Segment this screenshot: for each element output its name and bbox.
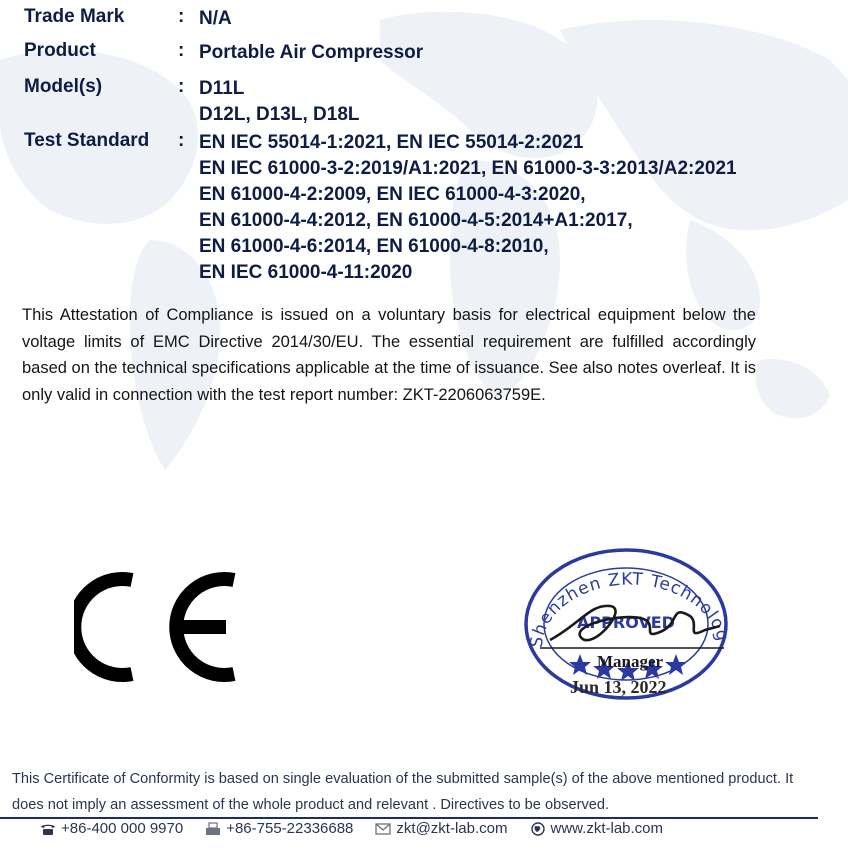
fax-icon (205, 822, 221, 836)
field-colon: : (178, 130, 185, 151)
field-value: EN 61000-4-6:2014, EN 61000-4-8:2010, (199, 236, 549, 257)
website-link[interactable]: www.zkt-lab.com (550, 820, 664, 837)
field-colon: : (178, 6, 185, 27)
field-value: EN 61000-4-2:2009, EN IEC 61000-4-3:2020, (199, 184, 586, 205)
field-value: EN IEC 55014-1:2021, EN IEC 55014-2:2021 (199, 132, 584, 153)
contact-phone (40, 820, 183, 837)
email-address[interactable]: zkt@zkt-lab.com (396, 820, 508, 837)
field-label: Model(s) (24, 76, 103, 97)
contact-bar (40, 820, 663, 837)
field-trade-mark (24, 6, 232, 32)
footer-divider (0, 817, 818, 819)
field-value: D12L, D13L, D18L (199, 104, 360, 125)
fax-number: +86-755-22336688 (226, 820, 354, 837)
ce-mark (74, 566, 246, 688)
field-value: D11L (199, 78, 245, 99)
field-models (24, 76, 360, 128)
signatory-title: Manager (597, 652, 664, 671)
phone-number: +86-400 000 9970 (61, 820, 184, 837)
field-label: Product (24, 40, 96, 61)
globe-icon (530, 822, 546, 836)
attestation-statement: This Attestation of Compliance is issued on a voluntary basis for electrical equipment below the voltage limits of EMC Directive 2014/30/EU. The essential requirement are fulfilled accordingly based on the technical specifications applicable at the time of issuance. See also notes overleaf. It is only valid in connection with the test report number: ZKT-2206063759E. (22, 306, 756, 404)
signature-date: Jun 13, 2022 (570, 677, 667, 697)
field-product (24, 40, 423, 66)
footer-note: This Certificate of Conformity is based on single evaluation of the submitted sample(s) of the above mentioned product. It does not imply an assessment of the whole product and relevant . Directives to be observed. (12, 771, 794, 813)
field-value: N/A (199, 8, 232, 29)
field-value: EN IEC 61000-4-11:2020 (199, 262, 413, 283)
contact-website (530, 820, 664, 837)
phone-icon (40, 822, 56, 836)
field-value: Portable Air Compressor (199, 42, 424, 63)
seal-ring-text: Shenzhen ZKT Technolog (526, 569, 733, 649)
field-colon: : (178, 76, 185, 97)
field-value: EN IEC 61000-3-2:2019/A1:2021, EN 61000-3-3:2013/A2:2021 (199, 158, 737, 179)
field-test-standard (24, 130, 737, 286)
seal-center-text: APPROVED (577, 613, 675, 632)
field-label: Trade Mark (24, 6, 125, 27)
contact-email (375, 820, 507, 837)
field-label: Test Standard (24, 130, 150, 151)
field-value: EN 61000-4-4:2012, EN 61000-4-5:2014+A1:2017, (199, 210, 633, 231)
field-colon: : (178, 40, 185, 61)
email-icon (375, 822, 391, 836)
contact-fax (205, 820, 353, 837)
